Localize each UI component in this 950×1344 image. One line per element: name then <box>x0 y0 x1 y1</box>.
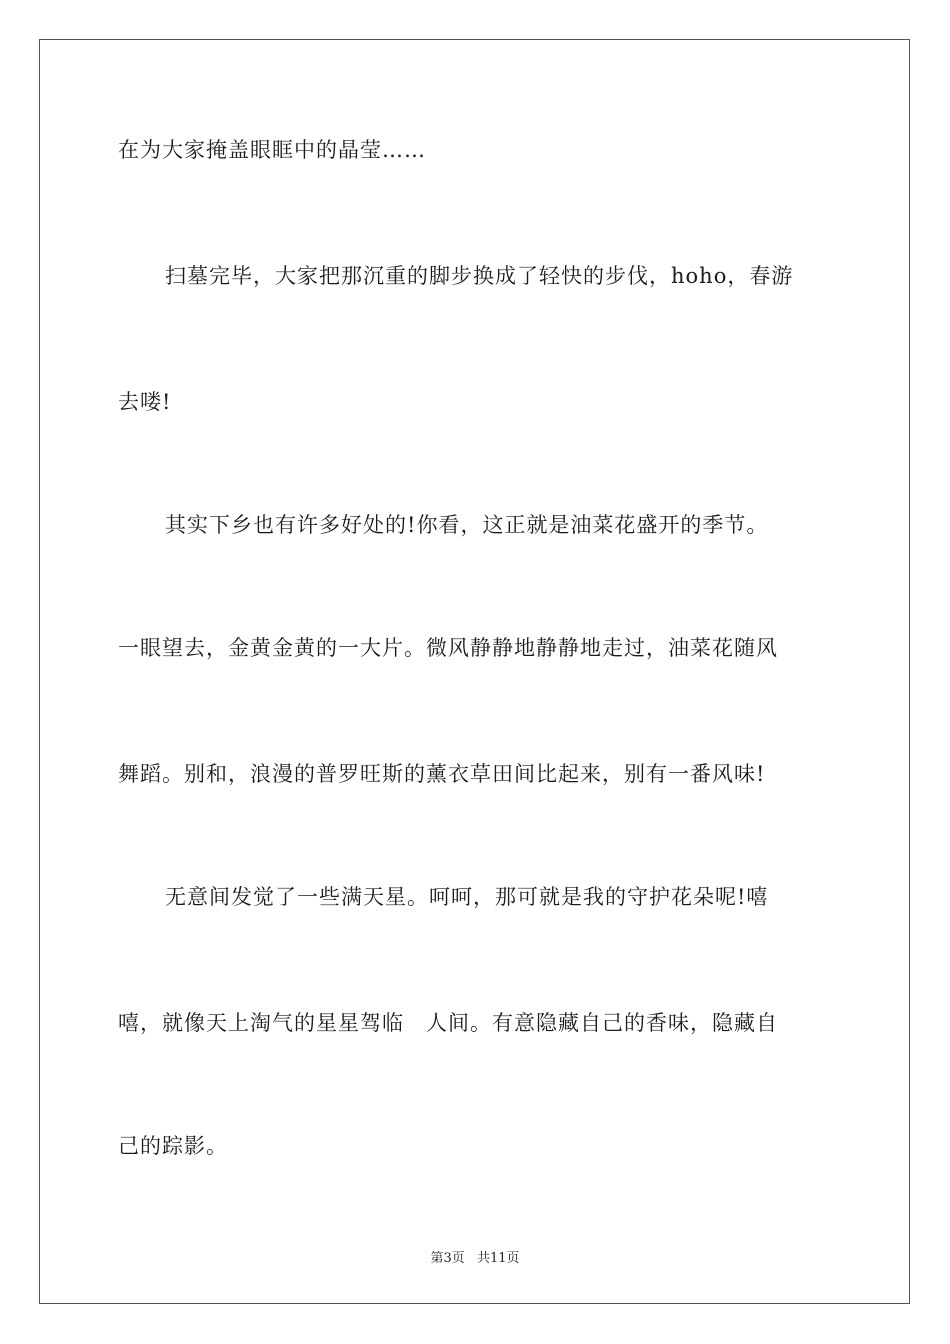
text-line-1: 在为大家掩盖眼眶中的晶莹…… <box>118 138 426 162</box>
page-footer <box>0 1247 950 1266</box>
text-line-7: 无意间发觉了一些满天星。呵呵，那可就是我的守护花朵呢!嘻 <box>165 885 769 909</box>
page-number: 第3页 <box>430 1251 465 1266</box>
text-line-3: 去喽! <box>118 390 172 414</box>
text-line-9: 己的踪影。 <box>118 1134 228 1158</box>
page-total: 共11页 <box>476 1251 520 1266</box>
text-line-5: 一眼望去，金黄金黄的一大片。微风静静地静静地走过，油菜花随风 <box>118 636 778 660</box>
text-line-8: 嘻，就像天上淘气的星星驾临 人间。有意隐藏自己的香味，隐藏自 <box>118 1011 778 1035</box>
text-line-2: 扫墓完毕，大家把那沉重的脚步换成了轻快的步伐，hoho，春游 <box>165 264 794 288</box>
page-border <box>39 39 910 1304</box>
text-line-4: 其实下乡也有许多好处的!你看，这正就是油菜花盛开的季节。 <box>165 513 769 537</box>
text-line-6: 舞蹈。别和，浪漫的普罗旺斯的薰衣草田间比起来，别有一番风味! <box>118 762 766 786</box>
